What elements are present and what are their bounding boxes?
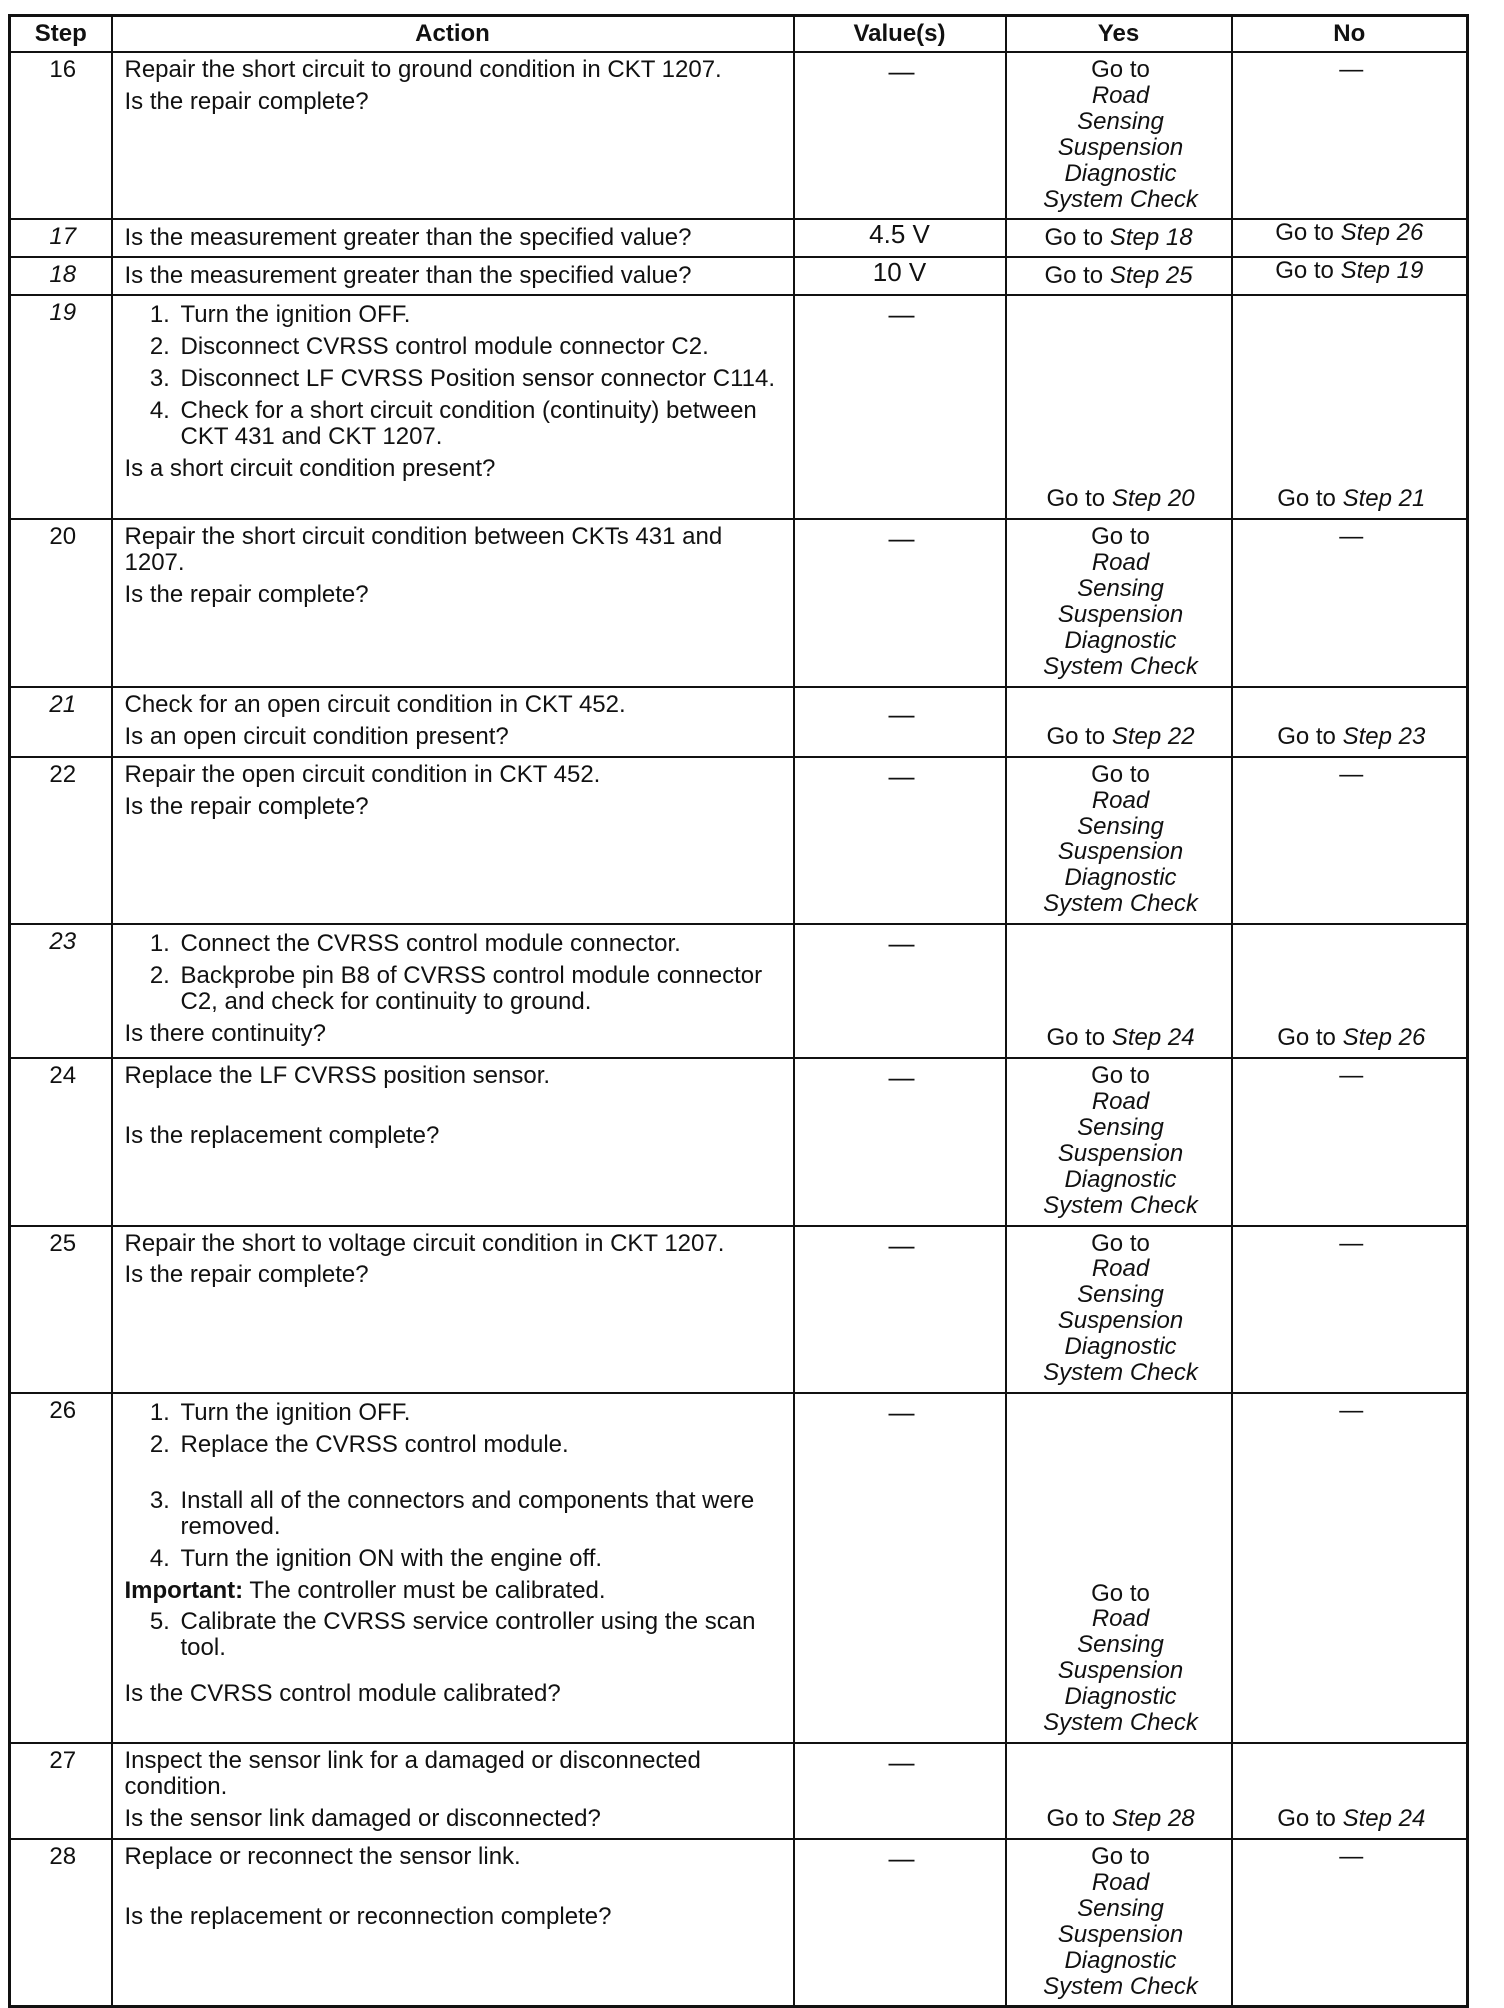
step-number: 28 [10,1839,112,2007]
no-cell: — [1232,757,1468,924]
header-yes: Yes [1006,16,1232,53]
yes-cell [1006,1226,1232,1393]
list-item: 1. Turn the ignition OFF. [177,302,785,328]
step-number: 20 [10,519,112,686]
action-text: Repair the short to voltage circuit condition in CKT 1207. [124,1229,725,1257]
action-text: Repair the open circuit condition in CKT 452. [124,760,601,788]
yes-cell [1006,257,1232,295]
step-number: 24 [10,1058,112,1225]
table-row [10,1226,1468,1393]
list-item: 2. Backprobe pin B8 of CVRSS control module connector C2, and check for continuity to ground. [177,963,785,1015]
value-cell: — [794,1226,1006,1393]
step-number: 22 [10,757,112,924]
go-to-step-link[interactable]: Go to Step 20 [1046,485,1195,513]
value-cell: — [794,1743,1006,1839]
list-item: 2. Disconnect CVRSS control module connector C2. [177,334,785,360]
action-cell [112,219,794,257]
table-row [10,519,1468,686]
go-to-step-link[interactable]: Go to Step 23 [1277,722,1426,750]
go-to-step-link[interactable]: Go to Step 25 [1044,262,1193,290]
list-item: 3. Disconnect LF CVRSS Position sensor connector C114. [177,366,785,392]
table-row [10,1393,1468,1743]
yes-cell [1006,519,1232,686]
list-item: 1. Turn the ignition OFF. [177,1400,785,1426]
action-text: Replace or reconnect the sensor link. [124,1843,521,1870]
value-cell: — [794,1839,1006,2007]
action-cell [112,519,794,686]
go-to-system-check-link[interactable]: Go to Road Sensing Suspension Diagnostic System Check [1043,56,1198,213]
action-question: Is the repair complete? [124,792,369,820]
value-cell: — [794,1058,1006,1225]
table-row [10,1743,1468,1839]
table-row [10,924,1468,1058]
action-cell [112,1393,794,1743]
no-cell [1232,687,1468,757]
step-number: 18 [10,257,112,295]
go-to-step-link[interactable]: Go to Step 24 [1046,1024,1195,1052]
action-question: Is the sensor link damaged or disconnected? [124,1804,601,1832]
action-question: Is the replacement complete? [124,1122,440,1150]
no-cell: — [1232,1058,1468,1225]
diagnostic-table [8,14,1469,2008]
list-item: 1. Connect the CVRSS control module connector. [177,931,785,957]
action-cell [112,1226,794,1393]
action-cell [112,257,794,295]
action-question: Is the replacement or reconnection complete? [124,1902,612,1930]
yes-cell [1006,1393,1232,1743]
step-number: 23 [10,924,112,1058]
list-item: 3. Install all of the connectors and components that were removed. [177,1488,785,1540]
action-question: Is there continuity? [124,1019,326,1047]
procedure-list [125,1400,785,1572]
table-row [10,295,1468,519]
yes-cell [1006,924,1232,1058]
go-to-step-link[interactable]: Go to Step 26 [1275,219,1424,247]
no-cell: — [1232,1839,1468,2007]
yes-cell [1006,1839,1232,2007]
go-to-step-link[interactable]: Go to Step 28 [1046,1805,1195,1833]
step-number: 27 [10,1743,112,1839]
go-to-step-link[interactable]: Go to Step 19 [1275,257,1424,285]
procedure-list [125,302,785,450]
action-text: Inspect the sensor link for a damaged or disconnected condition. [124,1747,701,1800]
yes-cell [1006,295,1232,519]
action-cell [112,1743,794,1839]
no-cell [1232,924,1468,1058]
go-to-step-link[interactable]: Go to Step 21 [1277,485,1426,513]
action-question: Is the CVRSS control module calibrated? [124,1680,561,1708]
step-number: 19 [10,295,112,519]
action-cell [112,687,794,757]
action-text: Repair the short circuit condition between CKTs 431 and 1207. [124,523,723,577]
action-question: Is the repair complete? [124,581,369,609]
table-row [10,257,1468,295]
go-to-system-check-link[interactable]: Go to Road Sensing Suspension Diagnostic System Check [1043,1843,1198,2000]
step-number: 26 [10,1393,112,1743]
go-to-step-link[interactable]: Go to Step 26 [1277,1024,1426,1052]
action-text: Repair the short circuit to ground condition in CKT 1207. [124,56,722,83]
no-cell [1232,1743,1468,1839]
important-note: Important: The controller must be calibrated. [124,1576,606,1604]
no-cell [1232,295,1468,519]
go-to-system-check-link[interactable]: Go to Road Sensing Suspension Diagnostic System Check [1043,1579,1198,1737]
go-to-step-link[interactable]: Go to Step 18 [1044,224,1193,252]
table-row [10,1839,1468,2007]
no-cell: — [1232,1226,1468,1393]
procedure-list [125,931,785,1015]
table-row [10,687,1468,757]
procedure-list [125,1609,785,1661]
value-cell: — [794,52,1006,219]
header-action: Action [112,16,794,53]
value-cell: — [794,757,1006,924]
step-number: 16 [10,52,112,219]
no-cell [1232,219,1468,257]
table-row [10,219,1468,257]
action-text: Replace the LF CVRSS position sensor. [124,1062,551,1090]
go-to-system-check-link[interactable]: Go to Road Sensing Suspension Diagnostic System Check [1043,1229,1198,1387]
action-cell [112,52,794,219]
list-item: 2. Replace the CVRSS control module. [177,1432,785,1458]
header-values: Value(s) [794,16,1006,53]
yes-cell [1006,1058,1232,1225]
no-cell [1232,257,1468,295]
list-item: 5. Calibrate the CVRSS service controller using the scan tool. [177,1609,785,1661]
value-cell: — [794,924,1006,1058]
list-item: 4. Turn the ignition ON with the engine off. [177,1546,785,1572]
step-number: 21 [10,687,112,757]
action-question: Is an open circuit condition present? [124,722,509,750]
action-text: Check for an open circuit condition in CKT 452. [124,690,626,718]
go-to-system-check-link[interactable]: Go to Road Sensing Suspension Diagnostic System Check [1043,1062,1198,1219]
go-to-system-check-link[interactable]: Go to Road Sensing Suspension Diagnostic System Check [1043,523,1198,680]
action-question: Is a short circuit condition present? [124,454,496,482]
action-question: Is the repair complete? [124,87,369,115]
action-cell [112,295,794,519]
action-cell [112,757,794,924]
action-cell [112,1839,794,2007]
action-cell [112,1058,794,1225]
step-number: 17 [10,219,112,257]
action-question: Is the measurement greater than the specified value? [124,262,692,290]
table-row [10,52,1468,219]
value-cell: — [794,295,1006,519]
header-row [10,16,1468,53]
diagnostic-table-page [8,14,1466,2008]
no-cell: — [1232,519,1468,686]
go-to-system-check-link[interactable]: Go to Road Sensing Suspension Diagnostic System Check [1043,760,1198,918]
value-cell: — [794,519,1006,686]
table-row [10,757,1468,924]
action-cell [112,924,794,1058]
value-cell: — [794,1393,1006,1743]
value-cell: 10 V [794,257,1006,295]
value-cell: 4.5 V [794,219,1006,257]
list-item: 4. Check for a short circuit condition (continuity) between CKT 431 and CKT 1207. [177,398,785,450]
yes-cell [1006,219,1232,257]
value-cell: — [794,687,1006,757]
yes-cell [1006,1743,1232,1839]
action-question: Is the measurement greater than the specified value? [124,224,692,252]
no-cell: — [1232,52,1468,219]
yes-cell [1006,687,1232,757]
header-no: No [1232,16,1468,53]
go-to-step-link[interactable]: Go to Step 24 [1277,1805,1426,1833]
yes-cell [1006,757,1232,924]
no-cell: — [1232,1393,1468,1743]
header-step: Step [10,16,112,53]
step-number: 25 [10,1226,112,1393]
yes-cell [1006,52,1232,219]
action-question: Is the repair complete? [124,1261,369,1289]
table-row [10,1058,1468,1225]
go-to-step-link[interactable]: Go to Step 22 [1046,722,1195,750]
